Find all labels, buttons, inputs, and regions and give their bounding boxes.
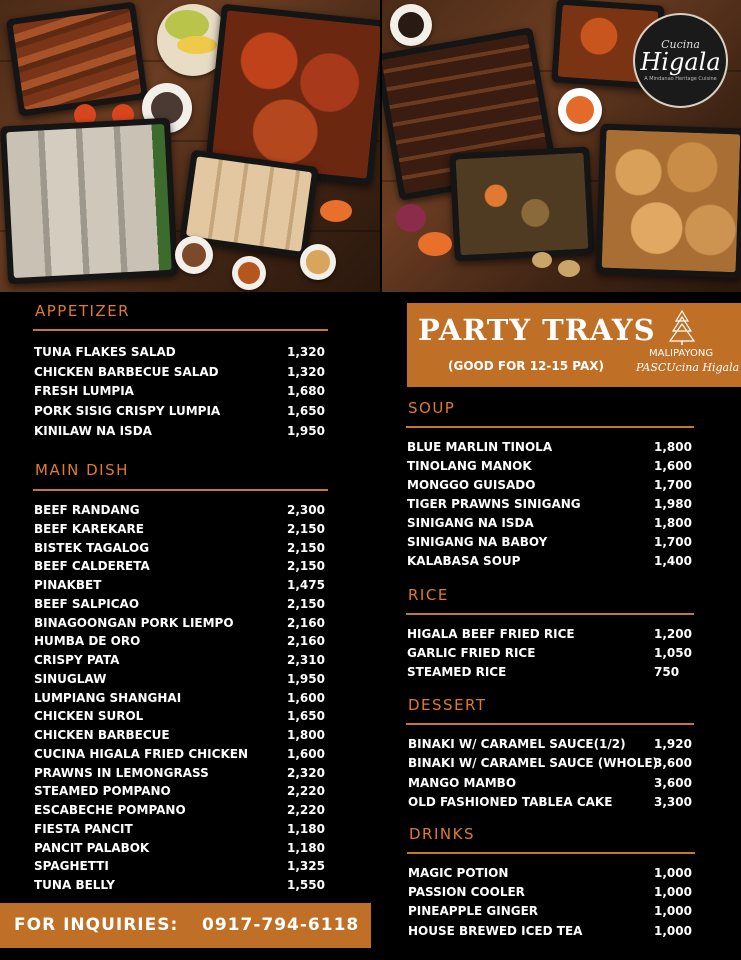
menu-item — [34, 672, 347, 691]
menu-item-name: PASSION COOLER — [408, 885, 525, 900]
menu-item — [34, 424, 347, 444]
menu-item-price: 1,700 — [654, 478, 692, 492]
menu-item-name: SINIGANG NA BABOY — [407, 535, 548, 549]
menu-item — [408, 776, 714, 795]
menu-item-price: 1,600 — [287, 690, 325, 705]
dessert-rule — [406, 723, 694, 725]
menu-item — [34, 878, 347, 897]
menu-item-price: 2,220 — [287, 803, 325, 817]
menu-item-price: 2,310 — [287, 653, 325, 667]
menu-item — [408, 795, 714, 814]
menu-item-price: 1,950 — [287, 671, 325, 686]
menu-item — [407, 459, 714, 478]
menu-item-name: PRAWNS IN LEMONGRASS — [34, 765, 209, 780]
menu-item-name: FIESTA PANCIT — [34, 821, 133, 836]
menu-item-price: 1,650 — [287, 404, 325, 419]
menu-item-name: CRISPY PATA — [34, 653, 120, 667]
menu-item-price: 3,600 — [654, 775, 692, 790]
menu-item-price: 2,300 — [287, 503, 325, 517]
soup-heading: SOUP — [408, 399, 456, 417]
menu-item — [408, 904, 714, 923]
menu-item-price: 750 — [654, 665, 680, 679]
menu-item — [34, 541, 347, 560]
menu-item — [34, 653, 347, 672]
menu-item — [34, 503, 347, 522]
drinks-rule — [407, 852, 695, 854]
menu-item-price: 2,320 — [287, 765, 325, 780]
food-photo-right — [382, 0, 741, 292]
menu-item-name: CHICKEN BARBECUE SALAD — [34, 364, 219, 379]
menu-item — [34, 559, 347, 578]
menu-item — [34, 691, 347, 710]
brand-line2: Higala — [640, 48, 721, 77]
menu-item-price: 1,000 — [654, 885, 692, 900]
menu-item-price: 2,150 — [287, 559, 325, 574]
menu-item — [407, 535, 714, 554]
menu-item-name: TUNA BELLY — [34, 878, 115, 892]
stew-tray — [449, 146, 594, 261]
menu-item-name: BISTEK TAGALOG — [34, 540, 150, 555]
drinks-heading: DRINKS — [409, 825, 475, 843]
menu-item-name: PINAKBET — [34, 578, 102, 592]
menu-item-price: 2,220 — [287, 784, 325, 799]
menu-item-price: 1,680 — [287, 384, 325, 399]
menu-item-name: MANGO MAMBO — [408, 775, 517, 790]
soup-list — [407, 440, 714, 573]
main-dish-heading: MAIN DISH — [35, 461, 129, 479]
main-dish-list — [34, 503, 347, 897]
rice-heading: RICE — [408, 586, 449, 604]
menu-item-name: HOUSE BREWED ICED TEA — [408, 923, 583, 938]
menu-item-price: 3,600 — [654, 756, 692, 771]
menu-item — [34, 634, 347, 653]
greeting-line2: PASCUcina Higala — [636, 361, 740, 374]
menu-item — [34, 597, 347, 616]
menu-item-price: 1,600 — [654, 459, 692, 473]
menu-item — [408, 924, 714, 943]
inquiries-label: FOR INQUIRIES: — [14, 915, 179, 935]
menu-item — [34, 859, 347, 878]
menu-item — [34, 728, 347, 747]
fish-tray — [0, 118, 178, 285]
menu-item — [34, 345, 347, 365]
menu-item-name: BINAKI W/ CARAMEL SAUCE(1/2) — [408, 737, 626, 751]
menu-item-name: HIGALA BEEF FRIED RICE — [407, 627, 575, 641]
menu-item-price: 1,550 — [287, 878, 325, 892]
menu-item-name: BEEF SALPICAO — [34, 596, 140, 611]
menu-item — [408, 866, 714, 885]
menu-item — [407, 554, 714, 573]
menu-item-name: SINUGLAW — [34, 671, 107, 686]
menu-item-name: BEEF RANDANG — [34, 503, 140, 517]
menu-item-name: ESCABECHE POMPANO — [34, 803, 186, 817]
menu-item — [408, 737, 714, 756]
menu-item-price: 2,150 — [287, 596, 325, 611]
menu-item-price: 1,000 — [654, 923, 692, 938]
appetizer-rule — [33, 329, 328, 331]
menu-item — [34, 709, 347, 728]
menu-item-price: 1,000 — [654, 866, 692, 880]
food-photo-left — [0, 0, 380, 292]
menu-item-price: 1,920 — [654, 737, 692, 751]
christmas-tree-icon — [669, 309, 695, 345]
menu-item — [34, 522, 347, 541]
menu-item-price: 1,800 — [654, 440, 692, 454]
menu-item-price: 1,320 — [287, 364, 325, 379]
menu-item — [34, 784, 347, 803]
menu-item-price: 3,300 — [654, 794, 692, 809]
menu-item-name: MONGGO GUISADO — [407, 478, 536, 492]
menu-item — [407, 497, 714, 516]
menu-item-name: TIGER PRAWNS SINIGANG — [407, 497, 581, 511]
menu-item-name: CHICKEN BARBECUE — [34, 728, 170, 742]
menu-item — [34, 404, 347, 424]
menu-item — [34, 616, 347, 635]
menu-item — [407, 478, 714, 497]
brand-line1: Cucina — [661, 38, 700, 52]
menu-item — [34, 578, 347, 597]
rice-rule — [406, 613, 694, 615]
menu-item-name: FRESH LUMPIA — [34, 384, 134, 399]
menu-item-name: BLUE MARLIN TINOLA — [407, 440, 553, 454]
menu-item-price: 1,000 — [654, 904, 692, 919]
menu-item-price: 1,650 — [287, 709, 325, 724]
menu-item-price: 1,475 — [287, 578, 325, 592]
dessert-list — [408, 737, 714, 814]
menu-item-price: 1,950 — [287, 423, 325, 438]
menu-item-name: KALABASA SOUP — [407, 554, 521, 568]
menu-item-name: STEAMED POMPANO — [34, 784, 171, 799]
menu-item-name: BEEF KAREKARE — [34, 521, 144, 536]
skewer-tray — [6, 1, 148, 116]
menu-item-name: SPAGHETTI — [34, 859, 109, 874]
menu-item-price: 1,800 — [287, 728, 325, 742]
menu-item — [408, 885, 714, 904]
menu-item — [34, 803, 347, 822]
party-trays-subtitle: (GOOD FOR 12-15 PAX) — [448, 359, 604, 373]
menu-item-name: BINAKI W/ CARAMEL SAUCE (WHOLE) — [408, 756, 659, 771]
menu-item-name: MAGIC POTION — [408, 866, 509, 880]
menu-item-name: OLD FASHIONED TABLEA CAKE — [408, 794, 613, 809]
menu-item — [407, 646, 714, 665]
menu-item-name: SINIGANG NA ISDA — [407, 516, 534, 530]
brand-tagline: A Mindanao Heritage Cuisine — [644, 75, 717, 82]
menu-item-name: KINILAW NA ISDA — [34, 423, 152, 438]
menu-item — [408, 756, 714, 775]
rice-list — [407, 627, 714, 684]
menu-item-name: TINOLANG MANOK — [407, 459, 532, 473]
menu-item — [407, 440, 714, 459]
menu-item-name: GARLIC FRIED RICE — [407, 646, 536, 660]
brand-logo — [633, 13, 728, 108]
greeting-line1: MALIPAYONG — [649, 348, 714, 359]
party-trays-title: PARTY TRAYS — [418, 313, 656, 347]
menu-item-price: 1,200 — [654, 627, 692, 641]
menu-item-price: 1,320 — [287, 345, 325, 359]
menu-item-price: 1,400 — [654, 554, 692, 568]
fried-chicken-tray — [595, 123, 741, 278]
menu-item — [34, 822, 347, 841]
menu-item-name: HUMBA DE ORO — [34, 634, 141, 649]
menu-item-name: CUCINA HIGALA FRIED CHICKEN — [34, 746, 248, 761]
menu-item-price: 1,980 — [654, 497, 692, 511]
appetizer-heading: APPETIZER — [35, 302, 131, 320]
menu-item-price: 2,160 — [287, 634, 325, 649]
menu-item-name: PANCIT PALABOK — [34, 840, 150, 855]
menu-item-price: 1,050 — [654, 646, 692, 660]
menu-item-name: STEAMED RICE — [407, 665, 507, 679]
menu-item-price: 2,160 — [287, 615, 325, 630]
menu-item — [407, 627, 714, 646]
menu-item-price: 1,800 — [654, 516, 692, 530]
menu-item-price: 2,150 — [287, 521, 325, 536]
menu-item — [407, 516, 714, 535]
menu-item — [34, 747, 347, 766]
menu-item — [34, 766, 347, 785]
inquiries-phone[interactable]: 0917-794-6118 — [202, 915, 360, 935]
menu-item-price: 1,180 — [287, 821, 325, 836]
menu-item-price: 2,150 — [287, 540, 325, 555]
menu-item-price: 1,325 — [287, 859, 325, 874]
menu-item-price: 1,700 — [654, 535, 692, 549]
menu-item — [34, 841, 347, 860]
menu-item-name: PINEAPPLE GINGER — [408, 904, 539, 919]
main-dish-rule — [33, 489, 328, 491]
party-trays-banner — [407, 303, 741, 387]
menu-item-name: BINAGOONGAN PORK LIEMPO — [34, 615, 234, 630]
menu-item-name: BEEF CALDERETA — [34, 559, 150, 574]
dessert-heading: DESSERT — [408, 696, 487, 714]
soup-rule — [406, 426, 694, 428]
menu-item — [34, 384, 347, 404]
menu-item-name: TUNA FLAKES SALAD — [34, 345, 176, 359]
menu-item — [34, 365, 347, 385]
menu-item-price: 1,600 — [287, 746, 325, 761]
menu-item-name: LUMPIANG SHANGHAI — [34, 690, 182, 705]
menu-item-price: 1,180 — [287, 840, 325, 855]
menu-item-name: CHICKEN SUROL — [34, 709, 144, 724]
drinks-list — [408, 866, 714, 943]
menu-item-name: PORK SISIG CRISPY LUMPIA — [34, 404, 221, 419]
appetizer-list — [34, 345, 347, 444]
inquiries-bar — [0, 903, 371, 948]
menu-item — [407, 665, 714, 684]
